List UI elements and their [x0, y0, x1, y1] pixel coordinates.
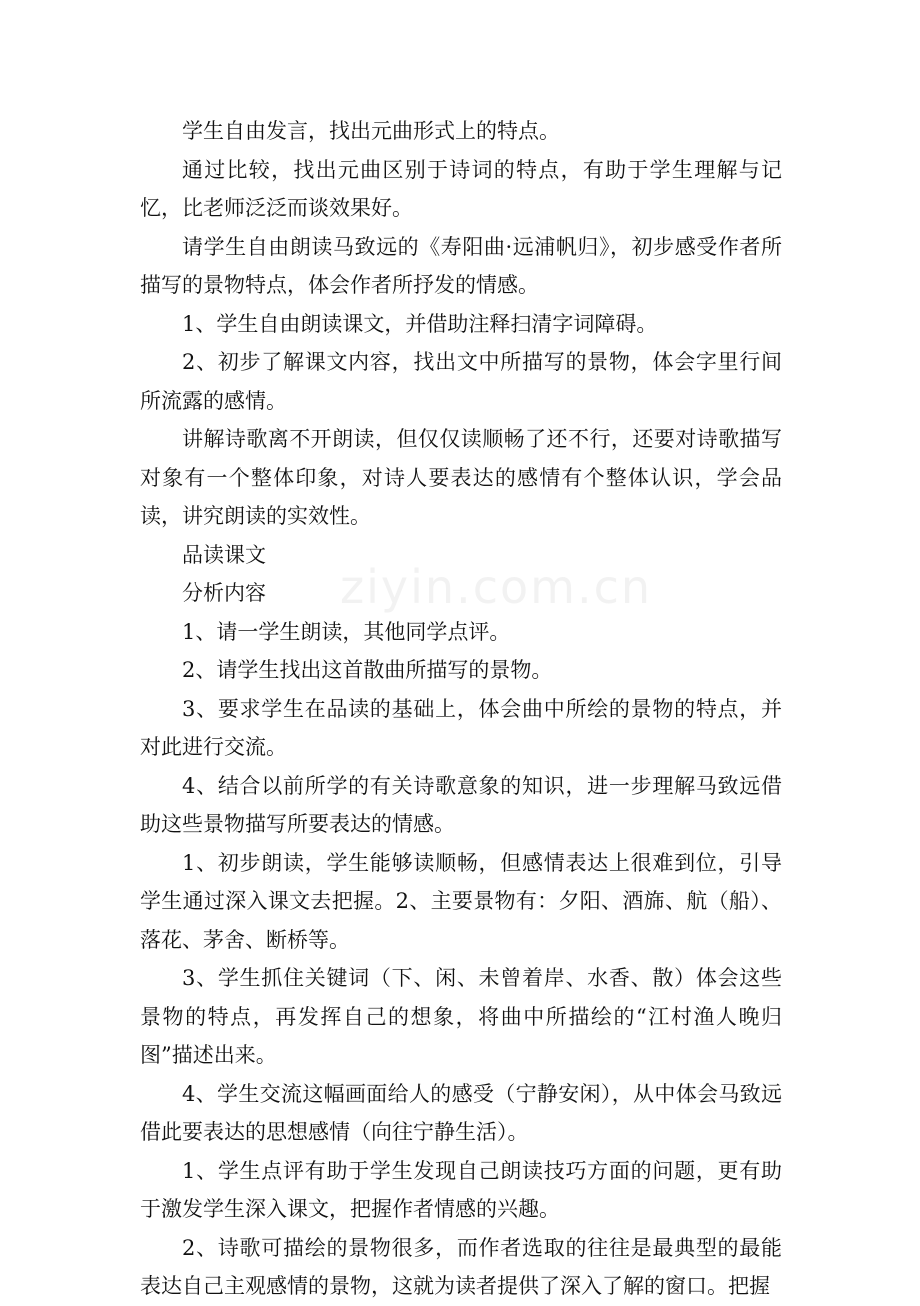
- paragraph-2: 通过比较，找出元曲区别于诗词的特点，有助于学生理解与记忆，比老师泛泛而谈效果好。: [140, 157, 782, 220]
- paragraph-12: 4、结合以前所学的有关诗歌意象的知识，进一步理解马致远借助这些景物描写所要表达的情感。: [140, 773, 782, 836]
- paragraph-5: 2、初步了解课文内容，找出文中所描写的景物，体会字里行间所流露的感情。: [140, 350, 782, 413]
- paragraph-4: 1、学生自由朗读课文，并借助注释扫清字词障碍。: [182, 311, 658, 336]
- paragraph-17: 2、诗歌可描绘的景物很多，而作者选取的往往是最典型的最能表达自己主观感情的景物，这就为读者提供了深入了解的窗口。把握: [140, 1235, 782, 1298]
- paragraph-16: 1、学生点评有助于学生发现自己朗读技巧方面的问题，更有助于激发学生深入课文，把握作者情感的兴趣。: [140, 1158, 782, 1221]
- paragraph-6: 讲解诗歌离不开朗读，但仅仅读顺畅了还不行，还要对诗歌描写对象有一个整体印象，对诗人要表达的感情有个整体认识，学会品读，讲究朗读的实效性。: [140, 427, 782, 528]
- paragraph-11: 3、要求学生在品读的基础上，体会曲中所绘的景物的特点，并对此进行交流。: [140, 696, 782, 759]
- paragraph-10: 2、请学生找出这首散曲所描写的景物。: [182, 658, 553, 682]
- watermark-text: ziyin.com.cn: [340, 560, 653, 614]
- section-heading-analyze: 分析内容: [182, 581, 266, 605]
- paragraph-14: 3、学生抓住关键词（下、闲、未曾着岸、水香、散）体会这些景物的特点，再发挥自己的想象，将曲中所描绘的“江村渔人晚归图”描述出来。: [140, 966, 782, 1067]
- document-body: [140, 112, 782, 1306]
- paragraph-9: 1、请一学生朗读，其他同学点评。: [182, 619, 511, 644]
- paragraph-3: 请学生自由朗读马致远的《寿阳曲·远浦帆归》，初步感受作者所描写的景物特点，体会作者所抒发的情感。: [140, 234, 782, 297]
- paragraph-15: 4、学生交流这幅画面给人的感受（宁静安闲），从中体会马致远借此要表达的思想感情（向往宁静生活）。: [140, 1081, 782, 1144]
- paragraph-13: 1、初步朗读，学生能够读顺畅，但感情表达上很难到位，引导学生通过深入课文去把握。2、主要景物有：夕阳、酒旆、航（船）、落花、茅舍、断桥等。: [140, 850, 782, 952]
- section-heading-read: 品读课文: [182, 542, 266, 567]
- paragraph-1: 学生自由发言，找出元曲形式上的特点。: [182, 119, 560, 143]
